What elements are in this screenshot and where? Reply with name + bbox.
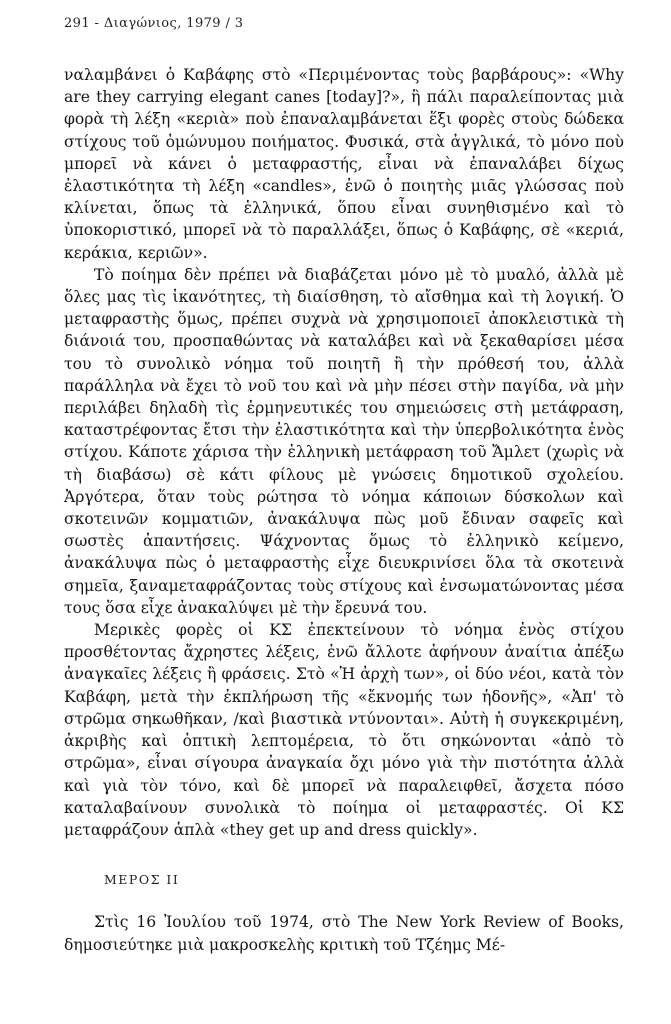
section-heading: ΜΕΡΟΣ ΙΙ: [104, 872, 180, 888]
paragraph: Μερικὲς φορὲς οἱ ΚΣ ἐπεκτείνουν τὸ νόημα ἑνὸς στίχου προσθέτοντας ἄχρηστες λέξεις, ἐνῶ ἄλλοτε ἀφήνουν ἀναίτια ἀπέξω ἀναγκαῖες λέξεις ἢ φράσεις. Στὸ «Ἡ ἀρχὴ των», οἱ δύο νέοι, κατὰ τὸν Καβάφη, μετὰ τὴν ἐκπλήρωση τῆς «ἔκνομής των ἡδονῆς», «Ἀπ' τὸ στρῶμα σηκωθῆκαν, /καὶ βιαστικὰ ντύνονται». Αὐτὴ ἡ συγκεκριμένη, ἀκριβὴς καὶ ὀπτικὴ λεπτομέρεια, τὸ ὅτι σηκώνονται «ἀπὸ τὸ στρῶμα», εἶναι σίγουρα ἀναγκαία ὄχι μόνο γιὰ τὴν πιστότητα ἀλλὰ καὶ γιὰ τὸν τόνο, καὶ δὲ μπορεῖ νὰ παραλειφθεῖ, ἄσχετα πόσο καταλαβαίνουν συνολικὰ τὸ ποίημα οἱ μεταφραστές. Οἱ ΚΣ μεταφράζουν ἁπλὰ «they get up and dress quickly».: [64, 621, 624, 839]
paragraph: Τὸ ποίημα δὲν πρέπει νὰ διαβάζεται μόνο μὲ τὸ μυαλό, ἀλλὰ μὲ ὅλες μας τὶς ἱκανότητες, τὴ διαίσθηση, τὸ αἴσθημα καὶ τὴ λογική. Ὁ μεταφραστὴς ὅμως, πρέπει συχνὰ νὰ χρησιμοποιεῖ ἀποκλειστικὰ τὴ διάνοιά του, προσπαθώντας νὰ καταλάβει καὶ νὰ ξεκαθαρίσει μέσα του τὸ συνολικὸ νόημα τοῦ ποιητῆ ἢ τὴν πρόθεσή του, ἀλλὰ παράλληλα νὰ ἔχει τὸ νοῦ του καὶ νὰ μὴν πέσει στὴν παγίδα, νὰ μὴν περιλάβει δηλαδὴ τὶς ἑρμηνευτικές του σημειώσεις στὴ μετάφραση, καταστρέφοντας ἔτσι τὴν ἐλαστικότητα καὶ τὴν ὑπερβολικότητα ἑνὸς στίχου. Κάποτε χάρισα τὴν ἑλληνικὴ μετάφραση τοῦ Ἄμλετ (χωρὶς νὰ τὴ διαβάσω) σὲ κάτι φίλους μὲ γνώσεις δημοτικοῦ σχολείου. Ἀργότερα, ὅταν τοὺς ρώτησα τὸ νόημα κάποιων δύσκολων καὶ σκοτεινῶν κομματιῶν, ἀνακάλυψα πὼς μοῦ ἔδιναν σαφεῖς καὶ σωστὲς ἀπαντήσεις. Ψάχνοντας ὅμως τὸ ἑλληνικὸ κείμενο, ἀνακάλυψα πὼς ὁ μεταφραστὴς εἶχε διευκρινίσει ὅλα τὰ σκοτεινὰ σημεῖα, ξαναμεταφράζοντας τοὺς στίχους καὶ ἐνσωματώνοντας μέσα τους ὅσα εἶχε ἀνακαλύψει μὲ τὴν ἔρευνά του.: [64, 265, 624, 617]
paragraph-continuation: ναλαμβάνει ὁ Καβάφης στὸ «Περιμένοντας τοὺς βαρβάρους»: «Why are they carrying elegant canes [today]?», ἢ πάλι παραλείποντας μιὰ φορὰ τὴ λέξη «κεριὰ» ποὺ ἐπαναλαμβάνεται ἕξι φορὲς στοὺς δώδεκα στίχους τοῦ ὁμώνυμου ποιήματος. Φυσικά, στὰ ἀγγλικά, τὸ μόνο ποὺ μπορεῖ νὰ κάνει ὁ μεταφραστής, εἶναι νὰ ἐπαναλάβει δίχως ἐλαστικότητα τὴ λέξη «candles», ἐνῶ ὁ ποιητὴς μιᾶς γλώσσας ποὺ κλίνεται, ὅπως τὰ ἑλληνικά, ὅπου εἶναι συνηθισμένο καὶ τὸ ὑποκοριστικό, μπορεῖ νὰ τὸ παραλλάξει, ὅπως ὁ Καβάφης, σὲ «κεριά, κεράκια, κεριῶν».: [64, 66, 624, 262]
article-body: [64, 64, 624, 956]
page-header: 291 - Διαγώνιος, 1979 / 3: [64, 16, 244, 31]
paragraph: Στὶς 16 Ἰουλίου τοῦ 1974, στὸ The New York Review of Books, δημοσιεύτηκε μιὰ μακροσκελὴς κριτικὴ τοῦ Τζέημς Μέ-: [64, 913, 624, 954]
